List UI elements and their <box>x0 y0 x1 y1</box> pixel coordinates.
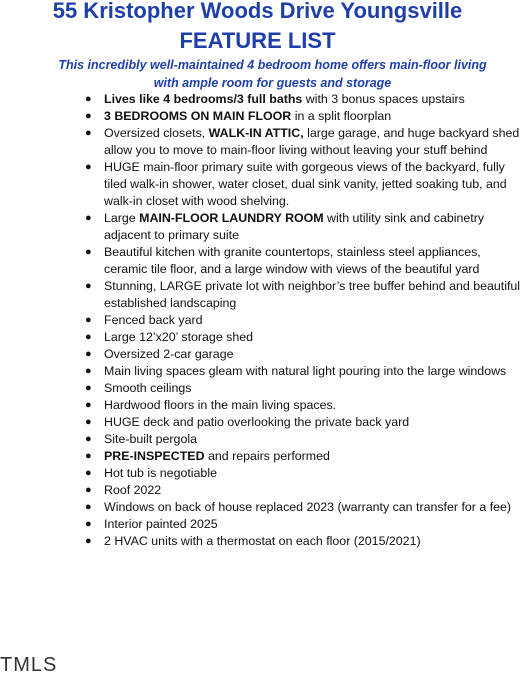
feature-text: Main living spaces gleam with natural light pouring into the large windows <box>104 364 507 378</box>
feature-highlight: MAIN-FLOOR LAUNDRY ROOM <box>139 211 324 225</box>
feature-item <box>0 244 525 278</box>
feature-highlight: 3 BEDROOMS ON MAIN FLOOR <box>104 109 292 123</box>
feature-text: Smooth ceilings <box>104 381 192 395</box>
feature-item <box>0 465 525 482</box>
feature-text: Large 12’x20’ storage shed <box>104 330 254 344</box>
bullet-icon: ● <box>85 314 92 326</box>
feature-text: Beautiful kitchen with granite countertops, stainless steel appliances, ceramic tile floor, and a large window with views of the beautiful yard <box>104 245 481 276</box>
subtitle-line-2: with ample room for guests and storage <box>153 76 392 90</box>
feature-highlight: PRE-INSPECTED <box>104 449 205 463</box>
bullet-icon: ● <box>85 348 92 360</box>
page-title: 55 Kristopher Woods Drive Youngsville <box>52 0 463 23</box>
subtitle-line-1: This incredibly well-maintained 4 bedroom home offers main-floor living <box>58 58 487 72</box>
feature-item <box>0 380 525 397</box>
feature-item <box>0 482 525 499</box>
feature-item <box>0 91 525 108</box>
bullet-icon: ● <box>85 365 92 377</box>
feature-text: Hardwood floors in the main living spaces. <box>104 398 337 412</box>
feature-item <box>0 414 525 431</box>
feature-highlight: Lives like 4 bedrooms/3 full baths <box>104 92 303 106</box>
feature-item <box>0 159 525 210</box>
feature-item <box>0 516 525 533</box>
page-title-feature-list: FEATURE LIST <box>179 28 336 53</box>
feature-text: 2 HVAC units with a thermostat on each floor (2015/2021) <box>104 534 421 548</box>
feature-item <box>0 346 525 363</box>
feature-item <box>0 397 525 414</box>
feature-highlight: WALK-IN ATTIC, <box>208 126 304 140</box>
feature-text: and repairs performed <box>204 449 330 463</box>
feature-text: Stunning, LARGE private lot with neighbor’s tree buffer behind and beautiful established landscaping <box>104 279 521 310</box>
feature-text: Interior painted 2025 <box>104 517 218 531</box>
feature-item <box>0 108 525 125</box>
feature-item <box>0 499 525 516</box>
feature-text: HUGE deck and patio overlooking the private back yard <box>104 415 410 429</box>
bullet-icon: ● <box>85 416 92 428</box>
feature-text: with 3 bonus spaces upstairs <box>302 92 465 106</box>
bullet-icon: ● <box>85 161 92 173</box>
feature-item <box>0 312 525 329</box>
feature-item <box>0 210 525 244</box>
feature-text: Site-built pergola <box>104 432 197 446</box>
bullet-icon: ● <box>85 280 92 292</box>
feature-item <box>0 363 525 380</box>
bullet-icon: ● <box>85 93 92 105</box>
feature-text: Oversized 2-car garage <box>104 347 234 361</box>
feature-item <box>0 278 525 312</box>
bullet-icon: ● <box>85 212 92 224</box>
feature-text: Roof 2022 <box>104 483 162 497</box>
bullet-icon: ● <box>85 501 92 513</box>
bullet-icon: ● <box>85 535 92 547</box>
bullet-icon: ● <box>85 399 92 411</box>
feature-text: Hot tub is negotiable <box>104 466 217 480</box>
bullet-icon: ● <box>85 331 92 343</box>
feature-text: Fenced back yard <box>104 313 203 327</box>
feature-text: Windows on back of house replaced 2023 (warranty can transfer for a fee) <box>104 500 512 514</box>
mls-logo: TMLS <box>0 654 58 676</box>
bullet-icon: ● <box>85 110 92 122</box>
feature-text: large garage, and huge backyard shed allow you to move to main-floor living without leaving your stuff behind <box>104 126 520 157</box>
feature-item <box>0 125 525 159</box>
feature-item <box>0 533 525 550</box>
bullet-icon: ● <box>85 467 92 479</box>
feature-text: Oversized closets, <box>104 126 209 140</box>
feature-text: in a split floorplan <box>291 109 392 123</box>
bullet-icon: ● <box>85 450 92 462</box>
feature-list <box>0 91 525 550</box>
bullet-icon: ● <box>85 518 92 530</box>
feature-text: with utility sink and cabinetry adjacent to primary suite <box>104 211 485 242</box>
feature-text: HUGE main-floor primary suite with gorgeous views of the backyard, fully tiled walk-in shower, water closet, dual sink vanity, jetted soaking tub, and walk-in closet with wood shelving. <box>104 160 507 208</box>
bullet-icon: ● <box>85 127 92 139</box>
bullet-icon: ● <box>85 382 92 394</box>
feature-item <box>0 329 525 346</box>
feature-text: Large <box>104 211 140 225</box>
bullet-icon: ● <box>85 433 92 445</box>
feature-item <box>0 448 525 465</box>
bullet-icon: ● <box>85 484 92 496</box>
bullet-icon: ● <box>85 246 92 258</box>
feature-item <box>0 431 525 448</box>
